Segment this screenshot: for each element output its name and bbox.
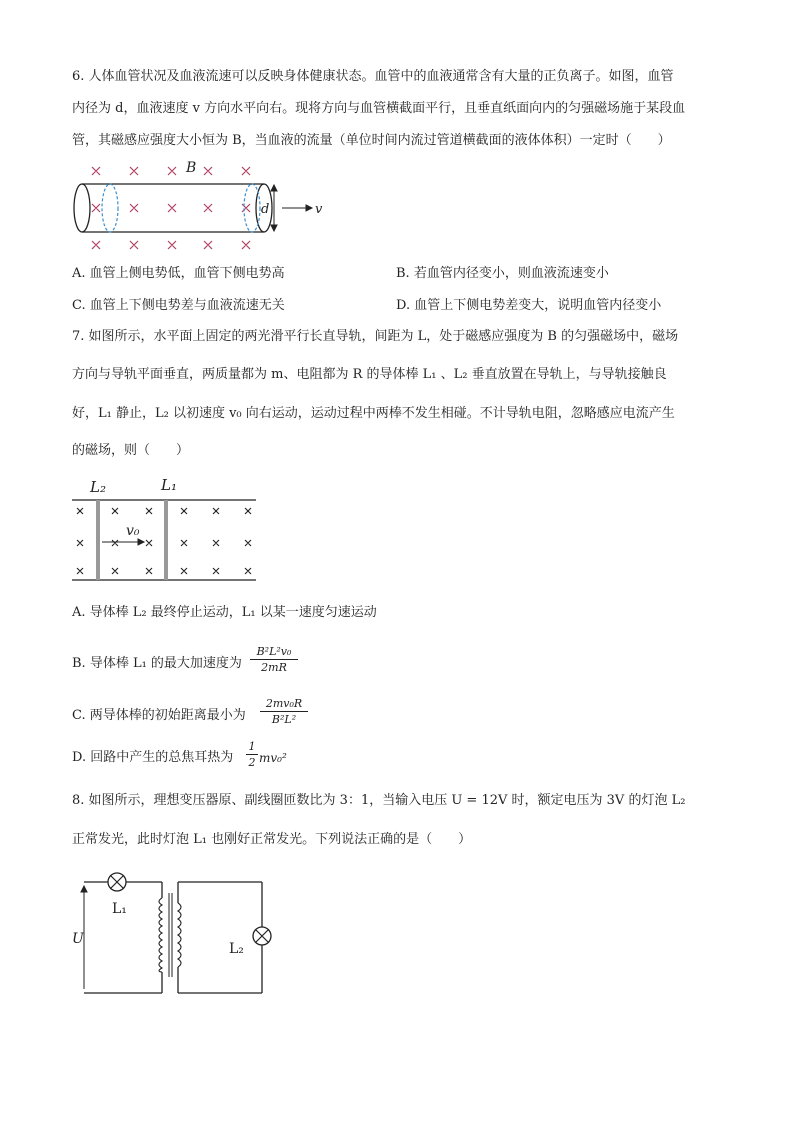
- rod-label-L2: L₂: [90, 478, 106, 496]
- q6-line-2: 内径为 d，血液速度 v 方向水平向右。现将方向与血管横截面平行，且垂直纸面向内的匀强磁场施于某段血: [72, 101, 686, 116]
- q7-option-d-fraction: [246, 740, 258, 769]
- velocity-arrow: [282, 205, 312, 211]
- q6-option-d: D. 血管上下侧电势差变大，说明血管内径变小: [396, 298, 662, 313]
- rails-figure: [68, 472, 263, 584]
- fraction-denominator: 2mR: [261, 661, 287, 674]
- q6-option-b: B. 若血管内径变小，则血液流速变小: [396, 266, 609, 281]
- rod-label-L1: L₁: [161, 476, 177, 494]
- field-label-B: B: [186, 160, 197, 176]
- q7-option-d: D. 回路中产生的总焦耳热为: [72, 750, 234, 765]
- q7-option-c: C. 两导体棒的初始距离最小为: [72, 708, 246, 723]
- fraction-numerator: 1: [248, 740, 256, 753]
- lamp-label-L1: L₁: [112, 901, 127, 917]
- transformer-circuit-figure: [72, 865, 282, 1000]
- velocity-label-v0: v₀: [126, 523, 140, 539]
- q7-option-c-fraction: [260, 697, 308, 726]
- q7-option-b-fraction: [250, 645, 298, 674]
- q7-option-a: A. 导体棒 L₂ 最终停止运动，L₁ 以某一速度匀速运动: [72, 605, 377, 620]
- lamp-L1: [108, 873, 126, 891]
- q7-option-b: B. 导体棒 L₁ 的最大加速度为: [72, 656, 242, 671]
- lamp-label-L2: L₂: [229, 941, 244, 957]
- lamp-L2: [253, 927, 271, 945]
- fraction-numerator: 2mv₀R: [265, 697, 303, 710]
- cross-section-dashes: [102, 184, 260, 232]
- q6-line-3: 管，其磁感应强度大小恒为 B，当血液的流量（单位时间内流过管道横截面的液体体积）一定时（ ）: [72, 133, 671, 148]
- q7-line-1: 7. 如图所示，水平面上固定的两光滑平行长直导轨，间距为 L，处于磁感应强度为 B 的匀强磁场中，磁场: [72, 329, 679, 344]
- q7-line-2: 方向与导轨平面垂直，两质量都为 m、电阻都为 R 的导体棒 L₁ 、L₂ 垂直放置在导轨上，与导轨接触良: [72, 367, 667, 382]
- q6-option-c: C. 血管上下侧电势差与血液流速无关: [72, 298, 285, 313]
- secondary-coil: [178, 903, 181, 967]
- field-cross-marks: [92, 167, 250, 249]
- velocity-label-v: v: [315, 202, 323, 217]
- secondary-circuit-wires: [178, 882, 262, 993]
- v0-arrow: [102, 539, 144, 545]
- q8-line-1: 8. 如图所示，理想变压器原、副线圈匝数比为 3：1，当输入电压 U = 12V 时，额定电压为 3V 的灯泡 L₂: [72, 793, 686, 808]
- primary-circuit-wires: [84, 882, 162, 993]
- diameter-label-d: d: [261, 202, 270, 217]
- fraction-numerator: B²L²v₀: [256, 645, 292, 658]
- q8-line-2: 正常发光，此时灯泡 L₁ 也刚好正常发光。下列说法正确的是（ ）: [72, 832, 472, 847]
- fraction-denominator: 2: [248, 756, 256, 769]
- q7-line-3: 好，L₁ 静止，L₂ 以初速度 v₀ 向右运动，运动过程中两棒不发生相碰。不计导轨电阻，忽略感应电流产生: [72, 406, 675, 421]
- q7-option-d-tail: mv₀²: [259, 751, 287, 765]
- fraction-denominator: B²L²: [271, 713, 297, 726]
- transformer-core: [169, 893, 172, 977]
- primary-coil: [159, 898, 162, 972]
- q6-option-a: A. 血管上侧电势低，血管下侧电势高: [72, 266, 285, 281]
- blood-vessel-figure: [68, 158, 338, 258]
- voltage-label-U: U: [72, 931, 84, 947]
- conducting-rods: [98, 500, 166, 580]
- q6-line-1: 6. 人体血管状况及血液流速可以反映身体健康状态。血管中的血液通常含有大量的正负离子。如图，血管: [72, 69, 674, 84]
- q7-line-4: 的磁场，则（ ）: [72, 443, 190, 458]
